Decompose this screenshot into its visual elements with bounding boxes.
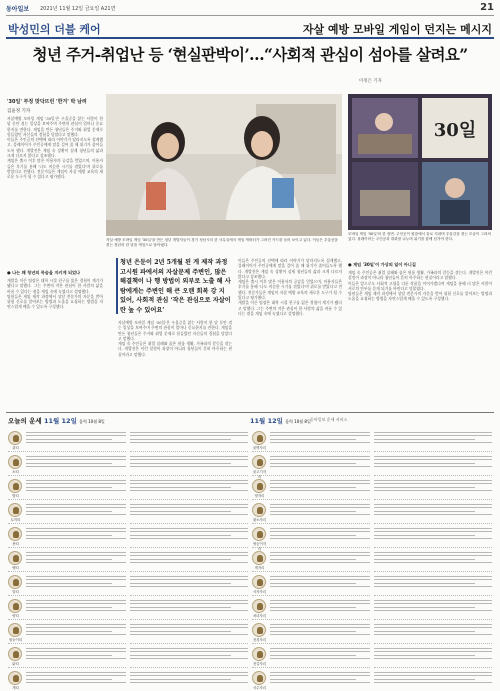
zodiac-sign-icon — [252, 479, 266, 493]
paragraph: 게임 속 주인공은 취업 실패와 좁은 원룸 생활, 가족과의 갈등을 겪는다. 개발진은 이런 설정이 과장이 아니라 청년들이 흔히 마주하는 현실이라고 말했다. — [348, 270, 492, 281]
newspaper-logo: 동아일보 — [6, 6, 30, 13]
paragraph: 개발을 이끈 팀장은 대학 시절 친구를 잃은 경험이 계기가 됐다고 말했다. 그는 주변의 작은 관심이 한 사람의 삶을 바꿀 수 있다는 점을 게임 속에 녹였다고 설명했다. — [7, 278, 103, 294]
horoscope-text — [374, 454, 492, 474]
paragraph: 이들은 주인공의 선택에 따라 이야기가 달라지도록 설계했고, 플레이어가 주인공에게 말을 걸어 줄 때 위기가 줄어들도록 했다. 개발진은 게임 속 상황이 실제 청년들의 삶과 크게 다르지 않다고 강조했다. — [7, 137, 103, 159]
horoscope-item — [374, 668, 492, 691]
game-screenshot — [348, 94, 492, 230]
game-illustration — [348, 94, 492, 230]
article-byline: 김윤정 기자 — [7, 109, 31, 114]
paragraph: 개발을 이끈 팀장은 대학 시절 친구를 잃은 경험이 계기가 됐다고 말했다. 그는 주변의 작은 관심이 한 사람의 삶을 바꿀 수 있다는 점을 게임 속에 녹였다고 설명했다. — [238, 300, 342, 316]
horoscope-item — [8, 572, 126, 596]
zodiac-animal-icon — [8, 671, 22, 685]
horoscope-item — [8, 452, 126, 476]
horoscope-text — [270, 454, 370, 474]
paragraph: 게임은 출시 이후 많은 이용자의 공감을 얻었으며, 이용자들은 후기를 통해 '나도 비슷한 시기를 겪었다'며 위로를 받았다고 전했다. 전문가들은 게임이 자살 예방 교육의 새로운 도구가 될 수 있다고 평가했다. — [7, 158, 103, 180]
zodiac-animal-icon — [8, 503, 22, 517]
zodiac-sign-icon — [252, 527, 266, 541]
horoscope-text — [130, 646, 248, 666]
zodiac-sign-icon — [252, 599, 266, 613]
horoscope-column-4 — [374, 428, 492, 691]
horoscope-text — [26, 430, 126, 450]
horoscope-text — [374, 550, 492, 570]
horoscope-text — [270, 646, 370, 666]
horoscope-sign: 닭띠 — [12, 662, 19, 666]
horoscope-item — [130, 572, 248, 596]
horoscope-text — [374, 646, 492, 666]
zodiac-sign-icon — [252, 671, 266, 685]
zodiac-animal-icon — [8, 527, 22, 541]
horoscope-column-1 — [8, 428, 126, 691]
horoscope-text — [270, 502, 370, 522]
horoscope-text — [374, 430, 492, 450]
horoscope-text — [130, 670, 248, 690]
horoscope-item — [252, 500, 370, 524]
horoscope-column-2 — [130, 428, 248, 691]
zodiac-animal-icon — [8, 431, 22, 445]
paragraph: 게임 속 주인공은 취업 실패와 좁은 원룸 생활, 가족과의 갈등을 겪는다. 개발진은 이런 설정이 과장이 아니라 청년들이 흔히 마주하는 현실이라고 말했다. — [118, 341, 232, 357]
horoscope-item — [374, 452, 492, 476]
horoscope-item — [8, 548, 126, 572]
horoscope-title: 오늘의 운세 — [8, 417, 42, 425]
game-title: 30일 — [433, 120, 477, 141]
paragraph: 게임은 출시 이후 많은 이용자의 공감을 얻었으며, 이용자들은 후기를 통해 '나도 비슷한 시기를 겪었다'며 위로를 받았다고 전했다. 전문가들은 게임이 자살 예방 교육의 새로운 도구가 될 수 있다고 평가했다. — [238, 279, 342, 301]
horoscope-sign: 쥐띠 — [12, 446, 19, 450]
horoscope-text — [374, 502, 492, 522]
paragraph: 이들은 주인공의 선택에 따라 이야기가 달라지도록 설계했고, 플레이어가 주인공에게 말을 걸어 줄 때 위기가 줄어들도록 했다. 개발진은 게임 속 상황이 실제 청년들의 삶과 크게 다르지 않다고 강조했다. — [238, 258, 342, 279]
horoscope-item — [130, 500, 248, 524]
horoscope-text — [26, 598, 126, 618]
horoscope-item — [130, 668, 248, 691]
zodiac-sign-icon — [252, 431, 266, 445]
horoscope-item — [252, 524, 370, 551]
horoscope-item — [130, 548, 248, 572]
horoscope-item — [8, 428, 126, 452]
horoscope-column-3 — [252, 428, 370, 691]
horoscope-text — [270, 478, 370, 498]
horoscope-text — [374, 574, 492, 594]
horoscope-text — [374, 478, 492, 498]
horoscope-text — [130, 430, 248, 450]
horoscope-sign: 토끼띠 — [10, 518, 21, 522]
horoscope-text — [130, 526, 248, 546]
quote-bar — [116, 258, 118, 314]
horoscope-text — [26, 454, 126, 474]
horoscope-text — [26, 622, 126, 642]
horoscope-item — [252, 428, 370, 452]
horoscope-rule — [6, 412, 494, 413]
article-body-1 — [7, 116, 103, 266]
horoscope-sign: 쌍둥이자리 — [252, 542, 267, 551]
horoscope-item — [252, 644, 370, 668]
horoscope-text — [26, 670, 126, 690]
horoscope-item — [374, 644, 492, 668]
horoscope-item — [374, 500, 492, 524]
horoscope-sign: 사수자리 — [252, 686, 267, 690]
horoscope-item — [252, 620, 370, 644]
masthead — [6, 3, 494, 15]
zodiac-sign-icon — [252, 551, 266, 565]
article-body-5 — [348, 270, 492, 408]
horoscope-text — [374, 622, 492, 642]
paragraph: 팀원들은 게임 제작 과정에서 상담 전문가의 자문을 받아 위험 신호를 알아보는 방법과 도움을 요청하는 방법을 자연스럽게 배울 수 있도록 구성했다. — [348, 291, 492, 302]
horoscope-text — [130, 454, 248, 474]
horoscope-right-header — [250, 416, 311, 425]
horoscope-sign: 범띠 — [12, 494, 19, 498]
headline: 청년 주거-취업난 등 ‘현실판박이’…“사회적 관심이 섬아를 살려요” — [32, 45, 468, 64]
horoscope-item — [8, 620, 126, 644]
horoscope-item — [374, 620, 492, 644]
article-body-3 — [238, 258, 342, 408]
zodiac-animal-icon — [8, 575, 22, 589]
horoscope-item — [130, 596, 248, 620]
horoscope-text — [130, 622, 248, 642]
header-rule — [6, 37, 494, 39]
horoscope-left-lunar: 음력 10월 8일 — [79, 419, 105, 424]
horoscope-sign: 원숭이띠 — [8, 638, 23, 642]
top-rule — [6, 15, 494, 16]
horoscope-item — [8, 596, 126, 620]
horoscope-sign: 게자리 — [254, 566, 265, 570]
horoscope-item — [374, 428, 492, 452]
horoscope-sign: 개띠 — [12, 686, 19, 690]
horoscope-item — [252, 596, 370, 620]
horoscope-item — [130, 620, 248, 644]
horoscope-text — [26, 646, 126, 666]
page-number: 21 — [480, 2, 494, 13]
photo-caption: 자살 예방 모바일 게임 '30일'을 만든 청년 개발자들이 경기 성남시의 한 사무실에서 게임 캐릭터가 그려진 카드를 들어 보이고 있다. 이들은 우울증을 겪는 청년의 한 달을 게임으로 담아냈다. — [106, 238, 338, 247]
horoscope-text — [130, 502, 248, 522]
horoscope-text — [374, 526, 492, 546]
paragraph: 자살예방 모바일 게임 '30일'은 우울증을 앓는 사람이 한 달 동안 겪는 일상을 보여주며 주변의 관심이 얼마나 중요한지를 전한다. 게임을 만든 청년들은 주거와 취업 문제로 힘들었던 자신들의 경험을 담았다고 말했다. — [7, 116, 103, 137]
paragraph: 팀원들은 게임 제작 과정에서 상담 전문가의 자문을 받아 위험 신호를 알아보는 방법과 도움을 요청하는 방법을 자연스럽게 배울 수 있도록 구성했다. — [7, 293, 103, 310]
horoscope-item — [374, 596, 492, 620]
horoscope-text — [374, 598, 492, 618]
horoscope-item — [374, 572, 492, 596]
game-caption: 모바일 게임 '30일'의 한 장면. 주인공이 원룸에서 홀로 지내며 우울감을 겪는 모습이 그려져 있다. 플레이어는 주인공과 대화를 나누며 위기를 함께 넘겨야 한다. — [348, 232, 491, 241]
article-subhead-2: ● 게임 '30일'이 가상의 일이 아니길 — [348, 262, 416, 267]
zodiac-sign-icon — [252, 647, 266, 661]
zodiac-sign-icon — [252, 575, 266, 589]
horoscope-text — [270, 670, 370, 690]
horoscope-sign: 말띠 — [12, 590, 19, 594]
headline-byline: 이정은 기자 — [358, 79, 382, 84]
horoscope-item — [8, 524, 126, 548]
horoscope-item — [252, 572, 370, 596]
horoscope-item — [374, 476, 492, 500]
horoscope-item — [8, 476, 126, 500]
zodiac-animal-icon — [8, 623, 22, 637]
horoscope-right-lunar: 음력 10월 8일 — [285, 419, 311, 424]
horoscope-item — [130, 476, 248, 500]
article-body-2 — [7, 278, 103, 408]
horoscope-item — [374, 524, 492, 548]
horoscope-left-date: 11월 12일 — [43, 417, 77, 425]
horoscope-sign: 용띠 — [12, 542, 19, 546]
horoscope-text — [26, 550, 126, 570]
zodiac-sign-icon — [252, 503, 266, 517]
horoscope-left-header — [8, 416, 105, 425]
horoscope-text — [270, 526, 370, 546]
zodiac-animal-icon — [8, 551, 22, 565]
column-name: 박성민의 더블 케어 — [8, 23, 101, 36]
horoscope-text — [130, 478, 248, 498]
horoscope-sign: 황소자리 — [252, 518, 267, 522]
paragraph: 이들은 앞으로도 사회적 고립을 다룬 작품을 이어가겠다며 게임을 통해 더 많은 사람이 서로의 안부를 묻게 되기를 바란다고 덧붙였다. — [348, 280, 492, 291]
horoscope-item — [8, 668, 126, 691]
zodiac-animal-icon — [8, 479, 22, 493]
horoscope-sign: 물병자리 — [252, 446, 267, 450]
horoscope-source: 동아일보 운세 서비스 — [310, 417, 348, 422]
horoscope-item — [130, 452, 248, 476]
horoscope-text — [130, 598, 248, 618]
article-body-4 — [118, 320, 232, 408]
zodiac-sign-icon — [252, 623, 266, 637]
horoscope-text — [270, 430, 370, 450]
horoscope-item — [252, 452, 370, 479]
horoscope-item — [130, 644, 248, 668]
horoscope-text — [26, 526, 126, 546]
horoscope-sign: 전갈자리 — [252, 662, 267, 666]
horoscope-text — [26, 574, 126, 594]
issue-date: 2021년 11월 12일 금요일 A21면 — [40, 6, 116, 12]
horoscope-text — [270, 622, 370, 642]
horoscope-item — [252, 476, 370, 500]
horoscope-text — [374, 670, 492, 690]
horoscope-sign: 양띠 — [12, 614, 19, 618]
horoscope-text — [270, 598, 370, 618]
zodiac-animal-icon — [8, 599, 22, 613]
horoscope-sign: 사자자리 — [252, 590, 267, 594]
horoscope-sign: 뱀띠 — [12, 566, 19, 570]
pull-quote: 청년 은둔이 2년 5개월 된 게 제작 과정 고시원 파에서의 자살문제 주변인, 많은 해결책이 나 행 방법이 외부로 노출 해 사람에게는 주변인 해 큰 오랜 회복 강 지 있어, 사회적 관심 ‘작은 관심으로 자살이란 높 수 있어요’ — [120, 259, 231, 314]
section-kicker: 자살 예방 모바일 게임이 던지는 메시지 — [302, 23, 492, 36]
article-subhead-1: ● 나는 왜 청년의 목숨을 지키게 되었나 — [7, 270, 81, 275]
horoscope-item — [8, 500, 126, 524]
horoscope-right-date: 11월 12일 — [250, 417, 283, 425]
main-photo — [106, 94, 342, 236]
horoscope-text — [270, 574, 370, 594]
zodiac-sign-icon — [252, 455, 266, 469]
horoscope-sign: 천칭자리 — [252, 638, 267, 642]
horoscope-sign: 처녀자리 — [252, 614, 267, 618]
horoscope-item — [374, 548, 492, 572]
zodiac-animal-icon — [8, 455, 22, 469]
horoscope-sign: 소띠 — [12, 470, 19, 474]
horoscope-text — [26, 478, 126, 498]
horoscope-text — [270, 550, 370, 570]
horoscope-item — [8, 644, 126, 668]
horoscope-item — [252, 548, 370, 572]
paragraph: 자살예방 모바일 게임 '30일'은 우울증을 앓는 사람이 한 달 동안 겪는 일상을 보여주며 주변의 관심이 얼마나 중요한지를 전한다. 게임을 만든 청년들은 주거와 취업 문제로 힘들었던 자신들의 경험을 담았다고 말했다. — [118, 320, 232, 341]
horoscope-sign: 물고기자리 — [252, 470, 267, 479]
horoscope-text — [130, 550, 248, 570]
horoscope-text — [26, 502, 126, 522]
horoscope-item — [130, 428, 248, 452]
article-subtitle: '30일' 부정 맞닥뜨린 '한겨' 박 남려 — [7, 99, 87, 105]
horoscope-item — [252, 668, 370, 691]
zodiac-animal-icon — [8, 647, 22, 661]
horoscope-text — [130, 574, 248, 594]
photo-illustration — [106, 94, 342, 236]
horoscope-sign: 양자리 — [254, 494, 265, 498]
horoscope-item — [130, 524, 248, 548]
